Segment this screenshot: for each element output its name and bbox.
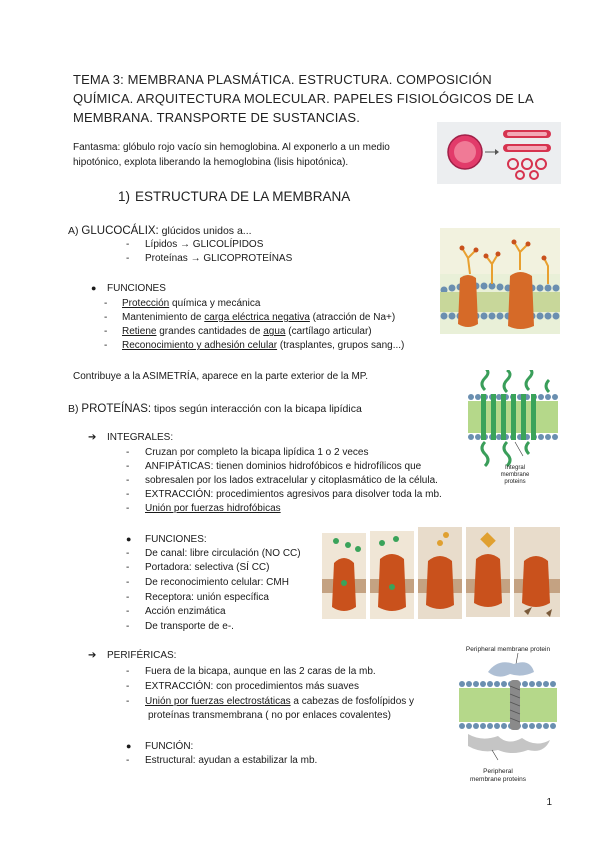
list-dash: - <box>104 340 108 351</box>
bullet-icon: ● <box>91 283 97 293</box>
funcion-2-u: carga eléctrica negativa <box>204 312 310 323</box>
list-item: - <box>126 239 130 250</box>
integral-funcion-4: Receptora: unión específica <box>145 592 269 603</box>
asimetria-text: Contribuye a la ASIMETRÍA, aparece en la parte exterior de la MP. <box>73 371 368 382</box>
integral-item-1: Cruzan por completo la bicapa lipídica 1 o 2 veces <box>145 447 369 458</box>
integral-funcion-6: De transporte de e-. <box>145 621 234 632</box>
list-dash: - <box>126 592 130 603</box>
glucocalix-item-1: Lípidos → GLICOLÍPIDOS <box>145 239 264 250</box>
periferica-item-2: EXTRACCIÓN: con procedimientos más suaves <box>145 681 359 692</box>
proteinas-heading <box>68 402 362 417</box>
funcion-1 <box>122 297 260 311</box>
integral-item-2: ANFIPÁTICAS: tienen dominios hidrofóbicos e hidrofílicos que <box>145 461 422 472</box>
funcion-2-rest: (atracción de Na+) <box>309 312 396 323</box>
integral-item-3: sobresalen por los lados extracelular y citoplasmático de la célula. <box>145 475 438 486</box>
funcion-4-rest: (trasplantes, grupos sang...) <box>277 340 405 351</box>
peripheral-bottom-label: Peripheral membrane proteins <box>470 768 526 783</box>
list-dash: - <box>126 548 130 559</box>
arrow-icon: ➔ <box>88 650 97 661</box>
funcion-2-pre: Mantenimiento de <box>122 312 205 323</box>
list-dash: - <box>104 312 108 323</box>
list-dash: - <box>126 503 130 514</box>
list-dash: - <box>126 562 130 573</box>
periferica-funcion-item: Estructural: ayudan a estabilizar la mb. <box>145 755 318 766</box>
funcion-1-u: Protección <box>122 298 170 309</box>
funcion-3-mid: grandes cantidades de <box>156 326 264 337</box>
integral-proteins-figure <box>465 370 560 490</box>
list-item: - <box>126 253 130 264</box>
periferica-funcion-label: FUNCIÓN: <box>145 741 194 752</box>
integral-funcion-5: Acción enzimática <box>145 606 226 617</box>
glucocalix-item-2: Proteínas → GLICOPROTEÍNAS <box>145 253 293 264</box>
integral-funcion-2: Portadora: selectiva (SÍ CC) <box>145 562 270 573</box>
list-dash: - <box>104 326 108 337</box>
list-dash: - <box>126 621 130 632</box>
list-dash: - <box>126 666 130 677</box>
arrow-icon: ➔ <box>88 432 97 443</box>
periferica-union-u: Unión por fuerzas electrostáticas <box>145 696 291 707</box>
page-title: TEMA 3: MEMBRANA PLASMÁTICA. ESTRUCTURA. COMPOSICIÓN QUÍMICA. ARQUITECTURA MOLECULAR. PAPELES FISIOLÓGICOS DE LA MEMBRANA. TRANSPORTE DE SUSTANCIAS. <box>73 72 534 125</box>
perifericas-label: PERIFÉRICAS: <box>107 650 177 661</box>
section-title: ESTRUCTURA DE LA MEMBRANA <box>135 189 351 204</box>
funcion-3 <box>122 325 372 339</box>
bullet-icon: ● <box>126 741 132 751</box>
list-dash: - <box>104 298 108 309</box>
heading-main: PROTEÍNAS: <box>81 403 152 415</box>
peripheral-proteins-figure <box>458 642 560 794</box>
list-dash: - <box>126 681 130 692</box>
funcion-3-u2: agua <box>263 326 286 337</box>
funcion-4-u: Reconocimiento y adhesión celular <box>122 340 278 351</box>
list-dash: - <box>126 447 130 458</box>
list-dash: - <box>126 606 130 617</box>
glucocalix-heading <box>68 224 252 239</box>
glycocalyx-figure <box>440 228 560 334</box>
integral-funciones-label: FUNCIONES: <box>145 534 207 545</box>
list-dash: - <box>126 475 130 486</box>
integral-item-4: EXTRACCIÓN: procedimientos agresivos para disolver toda la mb. <box>145 489 442 500</box>
heading-rest: tipos según interacción con la bicapa lipídica <box>151 403 362 415</box>
page-number: 1 <box>546 797 552 808</box>
periferica-union-rest: a cabezas de fosfolípidos y <box>290 696 415 707</box>
integral-funcion-3: De reconocimiento celular: CMH <box>145 577 289 588</box>
heading-main: GLUCOCÁLIX: <box>81 225 159 237</box>
periferica-item-1: Fuera de la bicapa, aunque en las 2 caras de la mb. <box>145 666 376 677</box>
integral-item-5: Unión por fuerzas hidrofóbicas <box>145 503 281 514</box>
bullet-icon: ● <box>126 534 132 544</box>
section-number: 1) <box>118 189 131 204</box>
funcion-2 <box>122 311 395 325</box>
funciones-label: FUNCIONES <box>107 283 166 294</box>
funcion-3-rest: (cartílago articular) <box>285 326 372 337</box>
funcion-1-rest: química y mecánica <box>169 298 261 309</box>
funcion-4 <box>122 339 404 353</box>
list-dash: - <box>126 461 130 472</box>
list-dash: - <box>126 577 130 588</box>
periferica-item-3b: proteínas transmembrana ( no por enlaces covalentes) <box>148 710 391 721</box>
funcion-3-u: Retiene <box>122 326 157 337</box>
integral-fig-label: Integral membrane proteins <box>500 465 530 485</box>
heading-rest: glúcidos unidos a... <box>158 225 252 237</box>
list-dash: - <box>126 696 130 707</box>
list-dash: - <box>126 755 130 766</box>
intro-line-1: Fantasma: glóbulo rojo vacío sin hemoglobina. Al exponerlo a un medio <box>73 142 390 153</box>
periferica-item-3 <box>145 695 414 709</box>
protein-functions-figure <box>322 527 560 623</box>
heading-label: B) <box>68 403 79 415</box>
peripheral-top-label: Peripheral membrane protein <box>465 646 551 653</box>
rbc-ghost-figure <box>437 122 561 184</box>
heading-label: A) <box>68 225 79 237</box>
integral-funcion-1: De canal: libre circulación (NO CC) <box>145 548 301 559</box>
intro-line-2: hipotónico, explota liberando la hemoglobina (lisis hipotónica). <box>73 157 349 168</box>
integrales-label: INTEGRALES: <box>107 432 174 443</box>
list-dash: - <box>126 489 130 500</box>
